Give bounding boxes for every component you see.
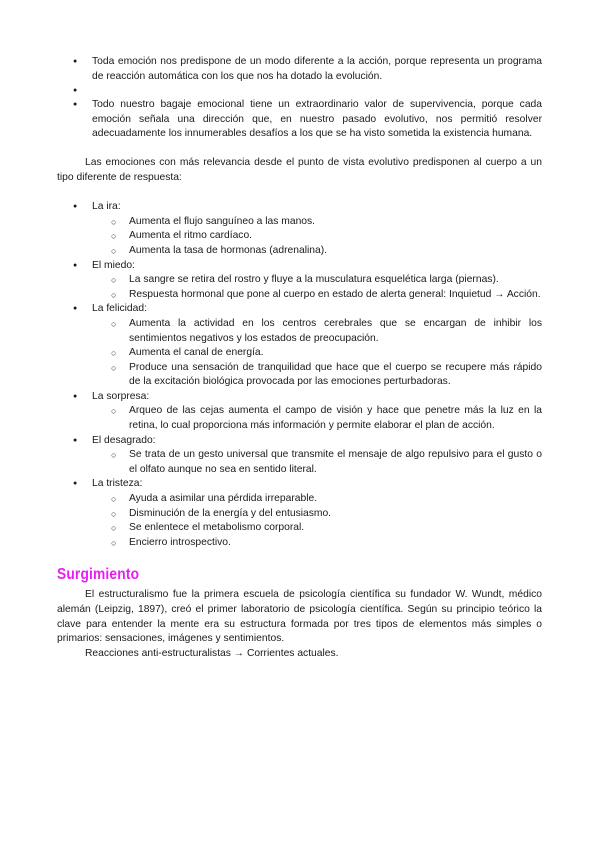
emotion-sublist (92, 317, 542, 390)
emotion-detail: ○ Respuesta hormonal que pone al cuerpo en estado de alerta general: Inquietud → Acción. (57, 288, 542, 303)
spacer (57, 142, 542, 156)
emotions-list (57, 200, 542, 550)
document-body (57, 55, 542, 661)
emotion-sublist (92, 448, 542, 477)
intro-bullet: ● Todo nuestro bagaje emocional tiene un extraordinario valor de supervivencia, porque cada emoción señala una dirección que, en nuestro pasado evolutivo, nos permitió resolver adecuadamente los innumerables desafíos a los que se ha visto sometida la existencia humana. (57, 98, 542, 142)
intro-bullet-list (57, 55, 542, 142)
emotion-name: El desagrado: (92, 434, 156, 446)
emotion-item (57, 200, 542, 258)
emotion-sublist (92, 215, 542, 259)
emotion-detail: ○ La sangre se retira del rostro y fluye a la musculatura esquelética larga (piernas). (57, 273, 542, 288)
emotion-item (57, 259, 542, 303)
emotion-name: La felicidad: (92, 303, 147, 315)
intro-bullet: ● Toda emoción nos predispone de un modo diferente a la acción, porque representa un programa de reacción automática con los que nos ha dotado la evolución. (57, 55, 542, 84)
spacer (57, 84, 542, 98)
emotion-detail: ○ Arqueo de las cejas aumenta el campo de visión y hace que penetre más la luz en la retina, lo cual proporciona más información y permite elaborar el plan de acción. (57, 404, 542, 433)
section-heading: Surgimiento (57, 566, 140, 584)
emotion-sublist (92, 404, 542, 433)
emotion-detail: ○ Disminución de la energía y del entusiasmo. (57, 507, 542, 522)
section-paragraph: El estructuralismo fue la primera escuela de psicología científica su fundador W. Wundt, médico alemán (Leipzig, 1897), creó el primer laboratorio de psicología científica. Según su principio teórico la clave para entender la mente era su estructura formada por tres tipos de elementos más simples o primarios: sensaciones, imágenes y sentimientos. (57, 589, 542, 645)
spacer (57, 185, 542, 200)
spacer (57, 550, 542, 565)
emotion-item (57, 477, 542, 550)
emotion-item (57, 390, 542, 434)
emotion-detail: ○ Se enlentece el metabolismo corporal. (57, 521, 542, 536)
emotion-name: El miedo: (92, 259, 135, 271)
emotion-detail: ○ Aumenta la tasa de hormonas (adrenalina). (57, 244, 542, 259)
emotion-detail: ○ Aumenta el canal de energía. (57, 346, 542, 361)
emotion-detail: ○ Aumenta la actividad en los centros cerebrales que se encargan de inhibir los sentimientos negativos y los estados de preocupación. (57, 317, 542, 346)
emotion-detail: ○ Produce una sensación de tranquilidad que hace que el cuerpo se recupere más rápido de la excitación biológica provocada por las emociones perturbadoras. (57, 361, 542, 390)
section-paragraph: Reacciones anti-estructuralistas → Corrientes actuales. (85, 647, 339, 659)
emotion-detail: ○ Aumenta el flujo sanguíneo a las manos. (57, 215, 542, 230)
emotion-item (57, 302, 542, 390)
emotion-name: La ira: (92, 201, 121, 213)
emotion-name: La sorpresa: (92, 390, 150, 402)
emotions-intro-paragraph: Las emociones con más relevancia desde el punto de vista evolutivo predisponen al cuerpo a un tipo diferente de respuesta: (57, 156, 542, 183)
emotion-detail: ○ Ayuda a asimilar una pérdida irreparable. (57, 492, 542, 507)
emotion-detail: ○ Aumenta el ritmo cardíaco. (57, 229, 542, 244)
emotion-name: La tristeza: (92, 478, 143, 490)
emotion-detail: ○ Se trata de un gesto universal que transmite el mensaje de algo repulsivo para el gusto o el olfato aunque no sea en sentido literal. (57, 448, 542, 477)
emotion-detail: ○ Encierro introspectivo. (57, 536, 542, 551)
emotion-item (57, 434, 542, 478)
emotion-sublist (92, 273, 542, 302)
emotion-sublist (92, 492, 542, 550)
